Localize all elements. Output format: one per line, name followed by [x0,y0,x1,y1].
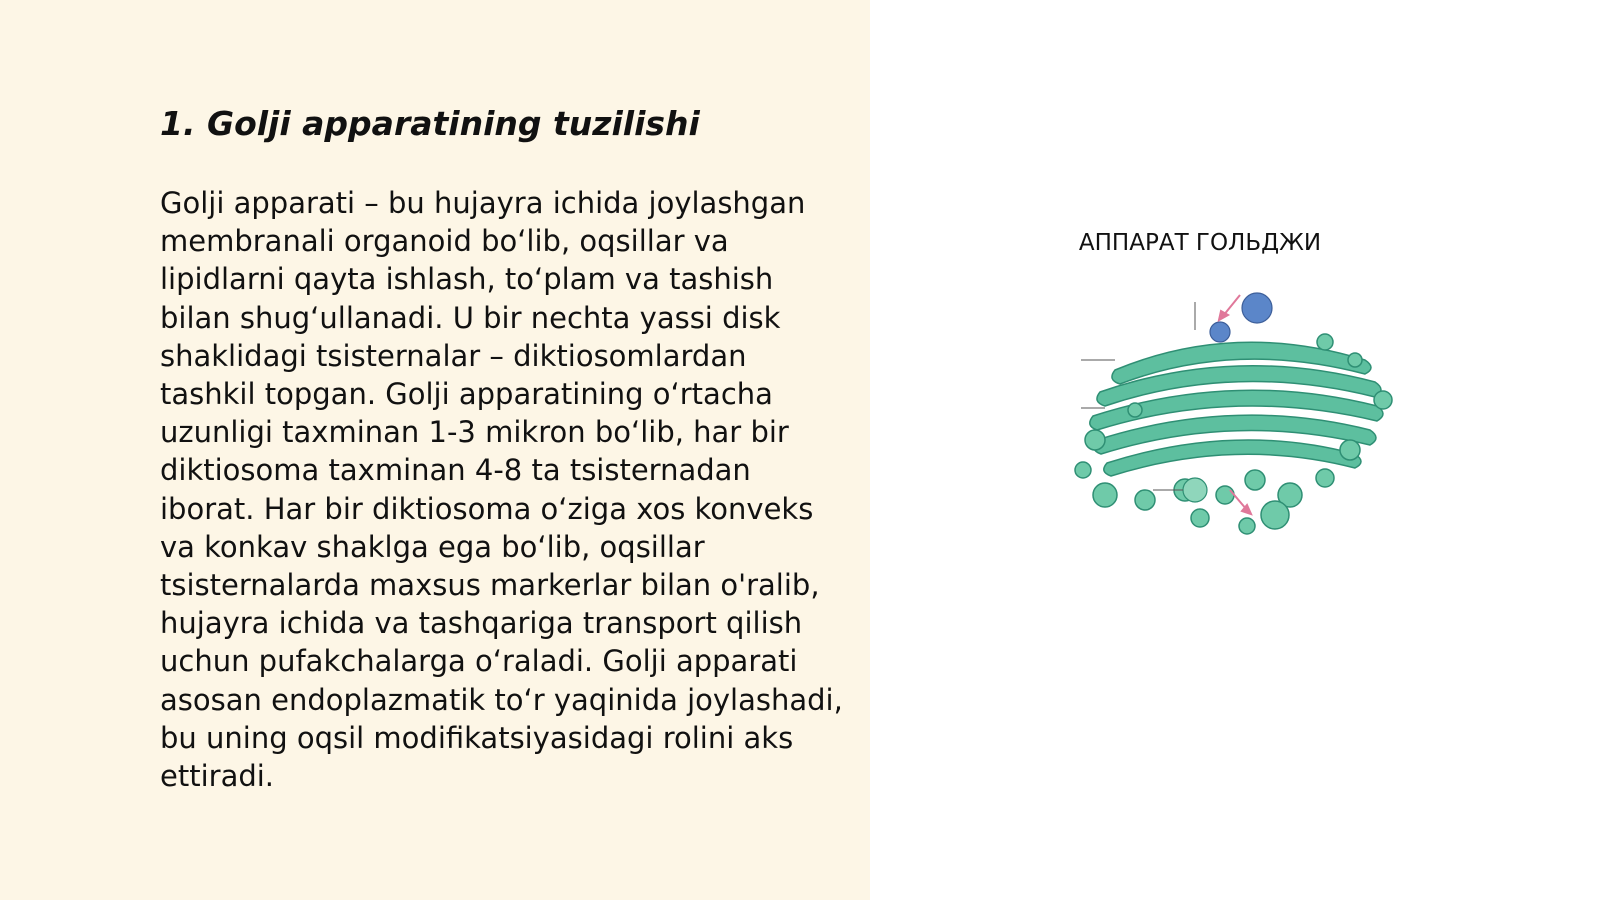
dotted-vesicle [1183,478,1207,502]
slide-title: 1. Golji apparatining tuzilishi [160,104,700,143]
golgi-apparatus-illustration [985,290,1415,540]
figure-caption: АППАРАТ ГОЛЬДЖИ [1078,230,1322,256]
slide-body-text: Golji apparati – bu hujayra ichida joylashgan membranali organoid bo‘lib, oqsillar va lipidlarni qayta ishlash, to‘plam va tashish bilan shug‘ullanadi. U bir nechta yassi disk shaklidagi tsisternalar – diktiosomlardan tashkil topgan. Golji apparatining o‘rtacha uzunligi taxminan 1-3 mikron bo‘lib, har bir diktiosoma taxminan 4-8 ta tsisternadan iborat. Har bir diktiosoma o‘ziga xos konveks va konkav shaklga ega bo‘lib, oqsillar tsisternalarda maxsus markerlar bilan o'ralib, hujayra ichida va tashqariga transport qilish uchun pufakchalarga o‘raladi. Golji apparati asosan endoplazmatik to‘r yaqinida joylashadi, bu uning oqsil modifikatsiyasidagi rolini aks ettiradi. [160,186,843,794]
